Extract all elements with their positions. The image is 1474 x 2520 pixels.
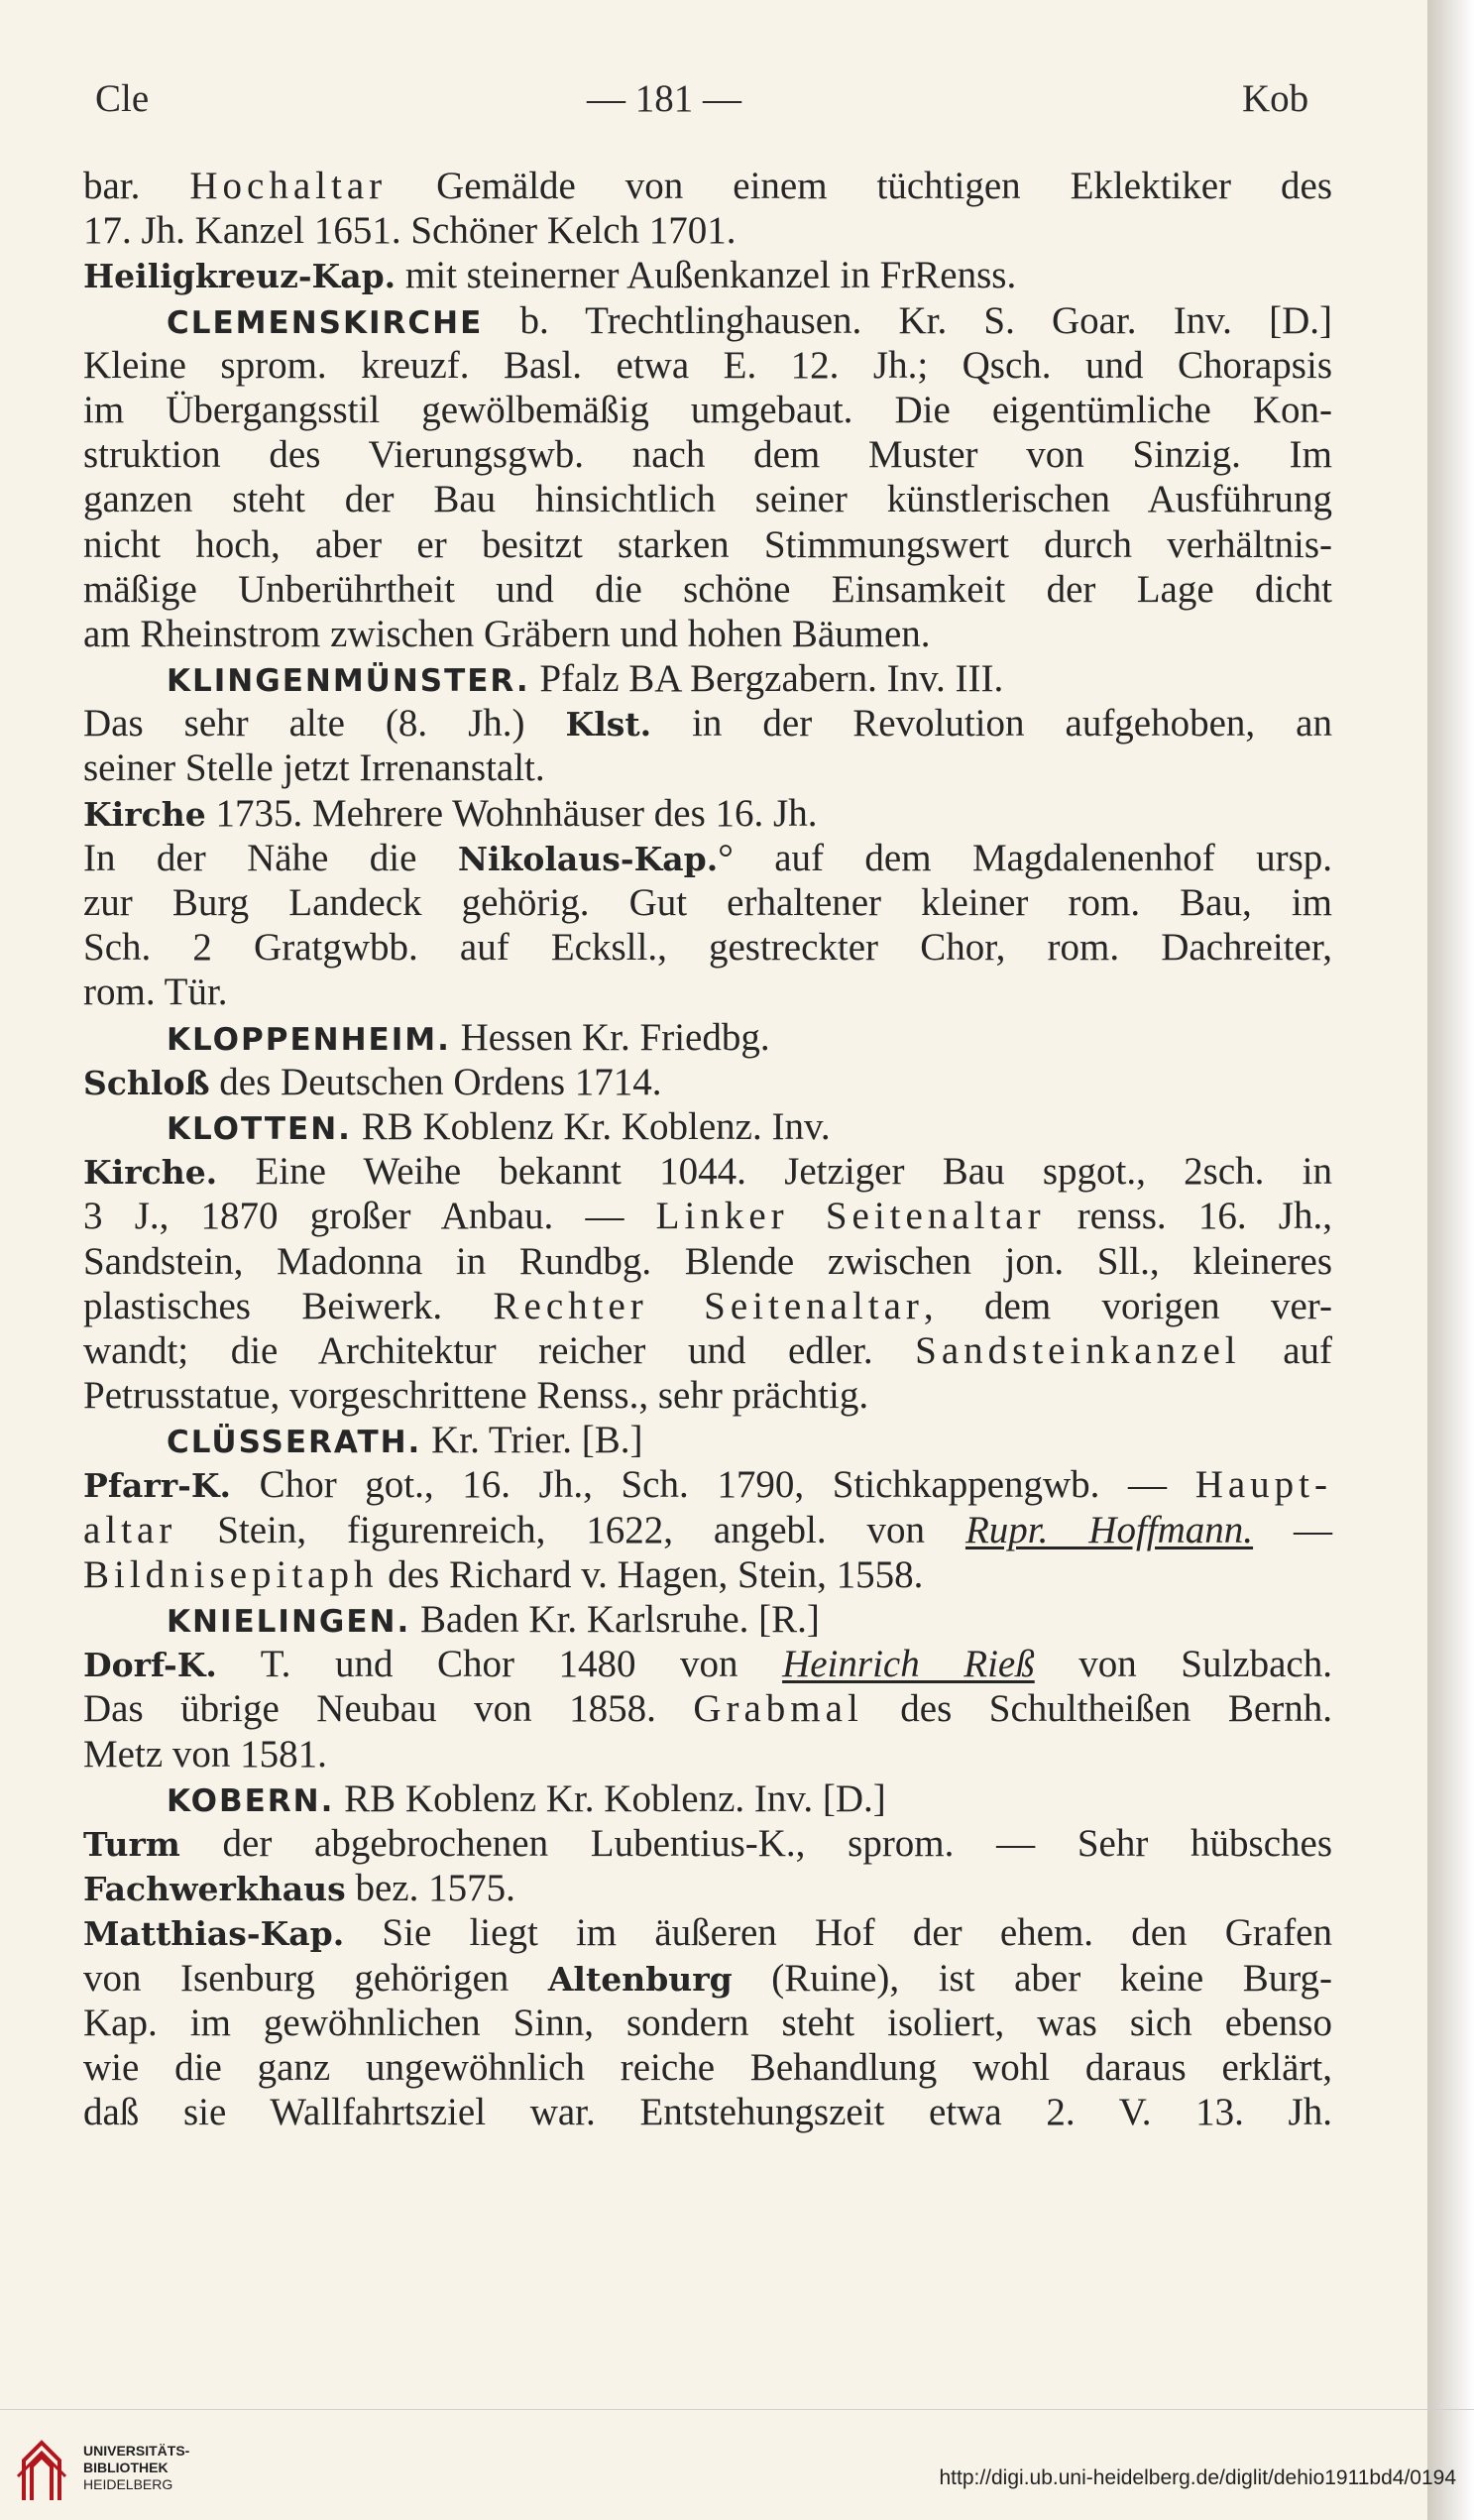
text-run: struktion des Vierungsgwb. nach dem Muster von Sinzig. Im xyxy=(83,433,1332,477)
text-line xyxy=(83,1956,1332,2001)
text-run: bez. 1575. xyxy=(345,1867,515,1910)
text-line xyxy=(83,522,1332,567)
library-logo-icon xyxy=(16,2433,67,2502)
text-line xyxy=(83,1328,1332,1373)
text-line xyxy=(83,1732,1332,1776)
text-line xyxy=(83,2001,1332,2045)
text-run: 1735. Mehrere Wohnhäuser des 16. Jh. xyxy=(205,791,818,835)
keyword: Schloß xyxy=(83,1063,210,1102)
text-line xyxy=(83,1239,1332,1284)
text-line xyxy=(83,2090,1332,2134)
entry-heading: CLEMENSKIRCHE xyxy=(167,304,484,341)
keyword: Turm xyxy=(83,1824,180,1864)
library-logo-text xyxy=(83,2443,189,2493)
text-run: Kr. Trier. [B.] xyxy=(421,1419,643,1462)
text-run: Petrusstatue, vorgeschrittene Renss., sehr prächtig. xyxy=(83,1374,869,1418)
text-line xyxy=(83,1015,1332,1060)
text-line xyxy=(83,1284,1332,1328)
text-run: — xyxy=(1253,1508,1332,1551)
text-run: Das übrige Neubau von 1858. xyxy=(83,1687,694,1731)
text-run: Gemälde von einem tüchtigen Eklektiker des xyxy=(387,165,1332,207)
text-run: 17. Jh. Kanzel 1651. Schöner Kelch 1701. xyxy=(83,209,737,253)
text-run: Chor got., 16. Jh., Sch. 1790, Stichkappengwb. — xyxy=(231,1463,1195,1507)
text-run: ° auf dem Magdalenenhof ursp. xyxy=(718,836,1332,879)
text-line xyxy=(83,1104,1332,1149)
text-run: Heinrich Rieß xyxy=(782,1643,1035,1686)
text-run: Rechter Seitenaltar xyxy=(493,1284,924,1327)
text-run: altar xyxy=(83,1508,177,1551)
text-run: Kleine sprom. kreuzf. Basl. etwa E. 12. Jh.; Qsch. und Chorapsis xyxy=(83,343,1332,387)
text-run: am Rheinstrom zwischen Gräbern und hohen Bäumen. xyxy=(83,612,931,655)
text-run: Eine Weihe bekannt 1044. Jetziger Bau spgot., 2sch. in xyxy=(217,1150,1332,1194)
text-run: Hessen Kr. Friedbg. xyxy=(450,1015,770,1059)
logo-line: HEIDELBERG xyxy=(83,2475,173,2492)
keyword: Kirche xyxy=(83,794,206,834)
text-run: Baden Kr. Karlsruhe. [R.] xyxy=(410,1598,820,1641)
text-line xyxy=(83,1060,1332,1104)
entry-heading: KLOPPENHEIM. xyxy=(167,1021,451,1058)
text-line xyxy=(83,701,1332,745)
text-run: wie die ganz ungewöhnlich reiche Behandlung wohl daraus erklärt, xyxy=(83,2045,1332,2089)
keyword: Fachwerkhaus xyxy=(83,1870,346,1909)
keyword: Matthias-Kap. xyxy=(83,1914,345,1954)
text-run: RB Koblenz Kr. Koblenz. Inv. xyxy=(351,1104,831,1148)
text-run: mit steinerner Außenkanzel in FrRenss. xyxy=(396,254,1017,297)
page-edge-shadow xyxy=(1427,0,1474,2520)
text-run: (Ruine), ist aber keine Burg- xyxy=(732,1956,1333,2000)
text-run: wandt; die Architektur reicher und edler. xyxy=(83,1328,916,1372)
text-run: Stein, figurenreich, 1622, angebl. von xyxy=(176,1508,965,1551)
body-text xyxy=(83,164,1332,2134)
text-line xyxy=(83,1552,1332,1597)
text-run: zur Burg Landeck gehörig. Gut erhaltener kleiner rom. Bau, im xyxy=(83,881,1332,924)
text-run: Kap. im gewöhnlichen Sinn, sondern steht isoliert, was sich ebenso xyxy=(83,2001,1332,2044)
text-run: , dem vorigen ver- xyxy=(923,1284,1332,1327)
entry-heading: KOBERN. xyxy=(167,1782,335,1819)
text-line xyxy=(83,1149,1332,1194)
text-line xyxy=(83,1866,1332,1910)
text-line xyxy=(83,1776,1332,1821)
text-run: von Isenburg gehörigen xyxy=(83,1956,548,2000)
text-run: bar. xyxy=(83,165,190,207)
text-run: b. Trechtlinghausen. Kr. S. Goar. Inv. [D.] xyxy=(483,298,1332,342)
keyword: Dorf-K. xyxy=(83,1646,217,1685)
text-line xyxy=(83,432,1332,477)
text-line xyxy=(83,1910,1332,1955)
text-run: plastisches Beiwerk. xyxy=(83,1284,494,1327)
keyword: Heiligkreuz-Kap. xyxy=(83,257,397,296)
text-line xyxy=(83,791,1332,836)
text-line xyxy=(83,343,1332,388)
text-run: Hochaltar xyxy=(189,165,388,207)
text-run: Grabmal xyxy=(693,1687,863,1731)
text-run: von Sulzbach. xyxy=(1034,1643,1332,1686)
text-run: des Richard v. Hagen, Stein, 1558. xyxy=(378,1552,924,1596)
text-line xyxy=(83,745,1332,790)
keyword: Altenburg xyxy=(547,1959,733,1999)
text-run: mäßige Unberührtheit und die schöne Einsamkeit der Lage dicht xyxy=(83,567,1332,611)
text-run: Sandsteinkanzel xyxy=(915,1328,1241,1372)
text-run: Haupt- xyxy=(1194,1463,1332,1507)
text-line xyxy=(83,925,1332,970)
text-run: seiner Stelle jetzt Irrenanstalt. xyxy=(83,746,545,790)
text-run: Pfalz BA Bergzabern. Inv. III. xyxy=(529,657,1004,701)
keyword: Pfarr-K. xyxy=(83,1466,232,1506)
text-run: Linker Seitenaltar xyxy=(655,1195,1046,1238)
text-run: der abgebrochenen Lubentius-K., sprom. — Sehr hübsches xyxy=(179,1821,1332,1865)
text-line xyxy=(83,656,1332,701)
library-logo[interactable] xyxy=(16,2433,189,2502)
text-line xyxy=(83,567,1332,612)
text-line xyxy=(83,477,1332,521)
text-line xyxy=(83,1821,1332,1866)
text-run: RB Koblenz Kr. Koblenz. Inv. [D.] xyxy=(334,1776,886,1820)
page-number: — 181 — xyxy=(587,77,741,120)
text-run: ganzen steht der Bau hinsichtlich seiner künstlerischen Ausführung xyxy=(83,478,1332,521)
text-run: in der Revolution aufgehoben, an xyxy=(651,702,1332,745)
text-run: renss. 16. Jh., xyxy=(1045,1195,1332,1238)
text-line xyxy=(83,253,1332,297)
text-line xyxy=(83,880,1332,925)
text-run: Das sehr alte (8. Jh.) xyxy=(83,702,566,745)
text-run: Sie liegt im äußeren Hof der ehem. den Grafen xyxy=(344,1911,1332,1955)
source-url-link[interactable]: http://digi.ub.uni-heidelberg.de/diglit/dehio1911bd4/0194 xyxy=(939,2466,1456,2489)
text-run: des Schultheißen Bernh. xyxy=(862,1687,1332,1731)
entry-heading: KLOTTEN. xyxy=(167,1110,352,1147)
footer-divider xyxy=(0,2409,1474,2410)
text-run: nicht hoch, aber er besitzt starken Stimmungswert durch verhältnis- xyxy=(83,522,1332,566)
text-line xyxy=(83,612,1332,656)
text-line xyxy=(83,1642,1332,1686)
text-line xyxy=(83,208,1332,253)
text-line xyxy=(83,1597,1332,1642)
text-run: Rupr. Hoffmann. xyxy=(964,1508,1254,1551)
text-line xyxy=(83,164,1332,208)
text-run: rom. Tür. xyxy=(83,971,228,1014)
text-line xyxy=(83,388,1332,432)
text-run: Bildnisepitaph xyxy=(83,1552,379,1596)
text-line xyxy=(83,970,1332,1014)
text-line xyxy=(83,1686,1332,1731)
text-run: daß sie Wallfahrtsziel war. Entstehungszeit etwa 2. V. 13. Jh. xyxy=(83,2091,1332,2134)
text-run: Metz von 1581. xyxy=(83,1732,327,1775)
text-run: Sandstein, Madonna in Rundbg. Blende zwischen jon. Sll., kleineres xyxy=(83,1239,1332,1283)
logo-line: UNIVERSITÄTS- xyxy=(83,2442,190,2459)
text-run: des Deutschen Ordens 1714. xyxy=(209,1060,662,1103)
text-line xyxy=(83,1373,1332,1418)
running-head-right: Kob xyxy=(1242,77,1309,120)
text-run: Sch. 2 Gratgwbb. auf Ecksll., gestreckter Chor, rom. Dachreiter, xyxy=(83,926,1332,970)
text-line xyxy=(83,1508,1332,1552)
keyword: Klst. xyxy=(565,705,652,745)
entry-heading: KLINGENMÜNSTER. xyxy=(167,663,530,700)
text-run: In der Nähe die xyxy=(83,836,458,879)
keyword: Kirche. xyxy=(83,1153,218,1193)
text-run: T. und Chor 1480 von xyxy=(216,1643,783,1686)
entry-heading: KNIELINGEN. xyxy=(167,1604,411,1640)
text-line xyxy=(83,1194,1332,1238)
text-run: im Übergangsstil gewölbemäßig umgebaut. Die eigentümliche Kon- xyxy=(83,388,1332,431)
text-line xyxy=(83,1418,1332,1462)
running-head-left: Cle xyxy=(95,77,150,120)
keyword: Nikolaus-Kap. xyxy=(457,839,719,878)
text-run: 3 J., 1870 großer Anbau. — xyxy=(83,1195,656,1238)
text-line xyxy=(83,2045,1332,2090)
text-line xyxy=(83,298,1332,343)
logo-line: BIBLIOTHEK xyxy=(83,2459,169,2475)
entry-heading: CLÜSSERATH. xyxy=(167,1425,422,1461)
text-run: auf xyxy=(1240,1328,1332,1372)
text-line xyxy=(83,836,1332,880)
text-line xyxy=(83,1462,1332,1507)
